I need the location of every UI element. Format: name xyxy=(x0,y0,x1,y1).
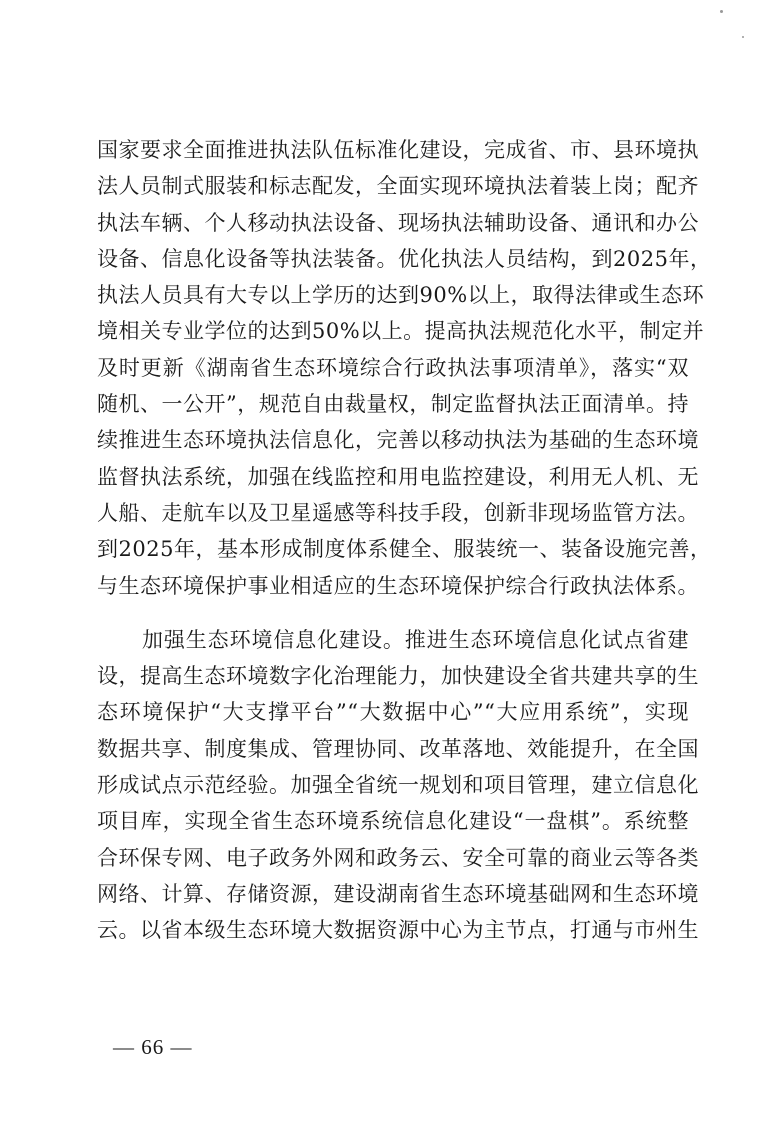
text-line: 云。以省本级生态环境大数据资源中心为主节点，打通与市州生 xyxy=(97,918,699,943)
paragraph-enforcement xyxy=(97,132,712,604)
text-line: 续推进生态环境执法信息化，完善以移动执法为基础的生态环境 xyxy=(97,428,699,453)
text-line: 网络、计算、存储资源，建设湖南省生态环境基础网和生态环境 xyxy=(97,881,699,906)
text-line: 数据共享、制度集成、管理协同、改革落地、效能提升，在全国 xyxy=(97,736,699,761)
text-line: 加强生态环境信息化建设。推进生态环境信息化试点省建 xyxy=(142,627,689,652)
text-line: 监督执法系统，加强在线监控和用电监控建设，利用无人机、无 xyxy=(97,464,699,489)
text-line: 国家要求全面推进执法队伍标准化建设，完成省、市、县环境执 xyxy=(97,138,699,162)
text-line: 境相关专业学位的达到50%以上。提高执法规范化水平，制定并 xyxy=(97,319,705,344)
text-line: 设，提高生态环境数字化治理能力，加快建设全省共建共享的生 xyxy=(97,664,699,689)
text-line: 与生态环境保护事业相适应的生态环境保护综合行政执法体系。 xyxy=(97,573,699,598)
text-line: 态环境保护“大支撑平台”“大数据中心”“大应用系统”，实现 xyxy=(97,700,689,725)
scan-mark xyxy=(720,10,723,13)
text-line: 人船、走航车以及卫星遥感等科技手段，创新非现场监管方法。 xyxy=(97,500,699,525)
page-number: — 66 — xyxy=(113,1035,193,1059)
text-line: 执法车辆、个人移动执法设备、现场执法辅助设备、通讯和办公 xyxy=(97,210,699,235)
text-line: 随机、一公开”，规范自由裁量权，制定监督执法正面清单。持 xyxy=(97,392,689,417)
scan-mark xyxy=(742,36,744,38)
text-line: 法人员制式服装和标志配发，全面实现环境执法着装上岗；配齐 xyxy=(97,174,699,199)
text-line: 形成试点示范经验。加强全省统一规划和项目管理，建立信息化 xyxy=(97,773,699,798)
text-line: 项目库，实现全省生态环境系统信息化建设“一盘棋”。系统整 xyxy=(97,809,689,834)
paragraph-informatization xyxy=(97,622,699,949)
body-text xyxy=(97,132,712,949)
text-line: 及时更新《湖南省生态环境综合行政执法事项清单》，落实“双 xyxy=(97,355,689,380)
text-line: 设备、信息化设备等执法装备。优化执法人员结构，到2025年， xyxy=(97,246,712,271)
text-line: 合环保专网、电子政务外网和政务云、安全可靠的商业云等各类 xyxy=(97,845,699,870)
text-line: 执法人员具有大专以上学历的达到90%以上，取得法律或生态环 xyxy=(97,283,705,308)
paragraph-spacer xyxy=(97,604,689,622)
text-line: 到2025年，基本形成制度体系健全、服装统一、装备设施完善， xyxy=(97,537,712,562)
